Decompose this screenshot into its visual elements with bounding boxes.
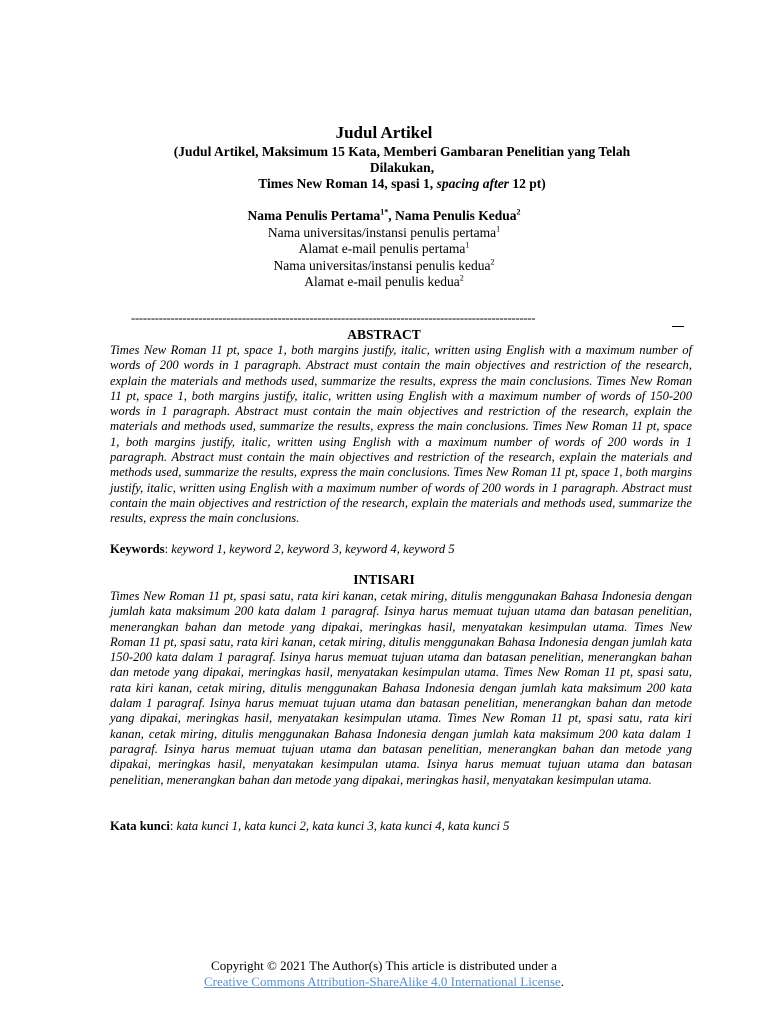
affiliation-2: [0, 258, 768, 275]
email-1-sup: 1: [465, 240, 470, 250]
subtitle-line-1: (Judul Artikel, Maksimum 15 Kata, Memberi Gambaran Penelitian yang Telah: [173, 144, 631, 159]
subtitle-spacing-after: spacing after: [436, 176, 509, 191]
license-line: [204, 974, 564, 989]
article-subtitle: [120, 144, 684, 192]
author-1-name: Nama Penulis Pertama: [247, 208, 381, 223]
divider-underline-end: [672, 312, 684, 327]
subtitle-line-3: [120, 176, 684, 192]
email-1-text: Alamat e-mail penulis pertama: [298, 241, 466, 256]
authors-block: [0, 208, 768, 291]
intisari-heading: INTISARI: [353, 572, 415, 587]
abstract-paragraph: Times New Roman 11 pt, space 1, both margins justify, italic, written using English with a maximum number of words of 200 words in 1 paragraph. Abstract must contain the main objectives and restriction of the research, explain the materials and methods used, summarize the results, express the main conclusions. Times New Roman 11 pt, space 1, both margins justify, italic, written using English with a maximum number of words of 150-200 words in 1 paragraph. Abstract must contain the main objectives and restriction of the research, explain the materials and methods used, summarize the results, express the main conclusions. Times New Roman 11 pt, space 1, both margins justify, italic, written using English with a maximum number of words of 200 words in 1 paragraph. Abstract must contain the main objectives and restriction of the research, explain the materials and methods used, summarize the results, express the main conclusions. Times New Roman 11 pt, space 1, both margins justify, italic, written using English with a maximum number of words of 200 words in 1 paragraph. Abstract must contain the main objectives and restriction of the research, explain the materials and methods used, summarize the results, express the main conclusions.: [110, 343, 692, 526]
email-2: [0, 274, 768, 291]
subtitle-line-2: Dilakukan,: [369, 160, 435, 175]
affiliation-1-sup: 1: [496, 224, 501, 233]
license-link[interactable]: Creative Commons Attribution-ShareAlike 4.0 International License: [204, 973, 561, 989]
email-2-sup: 2: [459, 273, 464, 283]
keywords-values: keyword 1, keyword 2, keyword 3, keyword 4, keyword 5: [171, 542, 455, 556]
abstract-heading: ABSTRACT: [347, 327, 421, 342]
affiliation-1-text: Nama universitas/instansi penulis pertama: [267, 224, 497, 240]
author-separator: ,: [388, 208, 395, 223]
dashed-divider: ------------------------------------------------------------------------------------------------------: [131, 311, 536, 325]
kata-kunci-separator: :: [169, 819, 177, 833]
author-2-name: Nama Penulis Kedua: [394, 208, 517, 223]
keywords-separator: :: [164, 542, 172, 556]
affiliation-1: [0, 225, 768, 242]
abstract-keywords: [110, 542, 692, 557]
author-2-sup: 2: [516, 207, 521, 217]
author-1-sup: 1*: [380, 207, 389, 217]
keywords-label: Keywords: [110, 542, 165, 556]
subtitle-format-text: Times New Roman 14, spasi 1,: [258, 176, 437, 191]
article-title: Judul Artikel: [335, 123, 433, 142]
intisari-paragraph: Times New Roman 11 pt, spasi satu, rata kiri kanan, cetak miring, ditulis menggunakan Bahasa Indonesia dengan jumlah kata maksimum 200 kata dalam 1 paragraf. Isinya harus memuat tujuan utama dan batasan penelitian, menerangkan bahan dan metode yang dipakai, meringkas hasil, menyatakan kesimpulan utama. Times New Roman 11 pt, spasi satu, rata kiri kanan, cetak miring, ditulis menggunakan Bahasa Indonesia dengan jumlah kata 150-200 kata dalam 1 paragraf. Isinya harus memuat tujuan utama dan batasan penelitian, menerangkan bahan dan metode yang dipakai, meringkas hasil, menyatakan kesimpulan utama. Times New Roman 11 pt, spasi satu, rata kiri kanan, cetak miring, ditulis menggunakan Bahasa Indonesia dengan jumlah kata maksimum 200 kata dalam 1 paragraf. Isinya harus memuat tujuan utama dan batasan penelitian, menerangkan bahan dan metode yang dipakai, meringkas hasil, menyatakan kesimpulan utama. Times New Roman 11 pt, spasi satu, rata kiri kanan, cetak miring, ditulis menggunakan Bahasa Indonesia dengan jumlah kata maksimum 200 kata dalam 1 paragraf. Isinya harus memuat tujuan utama dan batasan penelitian, menerangkan bahan dan metode yang dipakai, meringkas hasil, menyatakan kesimpulan utama. Isinya harus memuat tujuan utama dan batasan penelitian, menerangkan bahan dan metode yang dipakai, meringkas hasil, menyatakan kesimpulan utama.: [110, 589, 692, 787]
affiliation-2-text: Nama universitas/instansi penulis kedua: [273, 257, 491, 273]
copyright-footer: [0, 958, 768, 989]
intisari-keywords: [110, 819, 692, 834]
author-names: [0, 208, 768, 225]
subtitle-format-end: 12 pt): [508, 176, 546, 191]
kata-kunci-label: Kata kunci: [110, 819, 170, 833]
affiliation-2-sup: 2: [490, 257, 495, 266]
email-2-text: Alamat e-mail penulis kedua: [304, 274, 460, 289]
copyright-text: Copyright © 2021 The Author(s) This article is distributed under a: [211, 958, 557, 973]
email-1: [0, 241, 768, 258]
kata-kunci-values: kata kunci 1, kata kunci 2, kata kunci 3, kata kunci 4, kata kunci 5: [176, 819, 510, 833]
license-period: .: [560, 973, 564, 989]
